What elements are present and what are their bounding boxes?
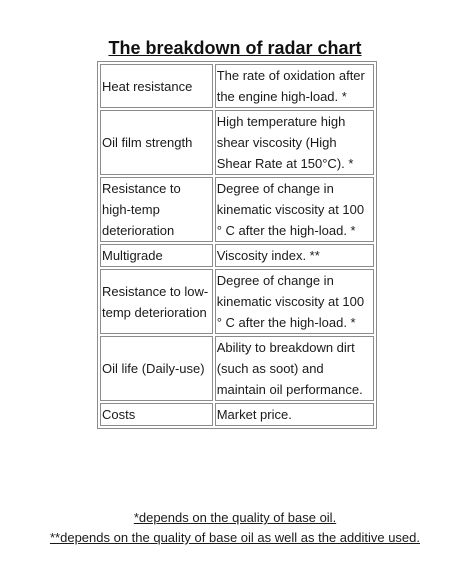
factor-cell: Oil film strength: [100, 110, 213, 175]
description-cell: Viscosity index. **: [215, 244, 374, 267]
table-row: [100, 177, 374, 242]
table-row: [100, 64, 374, 108]
table-row: [100, 403, 374, 426]
table-row: [100, 110, 374, 175]
description-cell: Ability to breakdown dirt (such as soot) and maintain oil performance.: [215, 336, 374, 401]
factor-cell: Oil life (Daily-use): [100, 336, 213, 401]
factor-cell: Costs: [100, 403, 213, 426]
description-cell: The rate of oxidation after the engine high-load. *: [215, 64, 374, 108]
breakdown-table: [97, 61, 377, 429]
description-cell: Market price.: [215, 403, 374, 426]
footnote-double-asterisk: **depends on the quality of base oil as well as the additive used.: [49, 530, 421, 545]
factor-cell: Resistance to high-temp deterioration: [100, 177, 213, 242]
factor-cell: Resistance to low-temp deterioration: [100, 269, 213, 334]
description-cell: High temperature high shear viscosity (High Shear Rate at 150°C). *: [215, 110, 374, 175]
table-row: [100, 336, 374, 401]
factor-cell: Multigrade: [100, 244, 213, 267]
page-title: The breakdown of radar chart: [108, 38, 362, 58]
description-cell: Degree of change in kinematic viscosity at 100 ° C after the high-load. *: [215, 269, 374, 334]
description-cell: Degree of change in kinematic viscosity at 100 ° C after the high-load. *: [215, 177, 374, 242]
table-row: [100, 269, 374, 334]
table-row: [100, 244, 374, 267]
factor-cell: Heat resistance: [100, 64, 213, 108]
footnote-single-asterisk: *depends on the quality of base oil.: [133, 510, 337, 525]
